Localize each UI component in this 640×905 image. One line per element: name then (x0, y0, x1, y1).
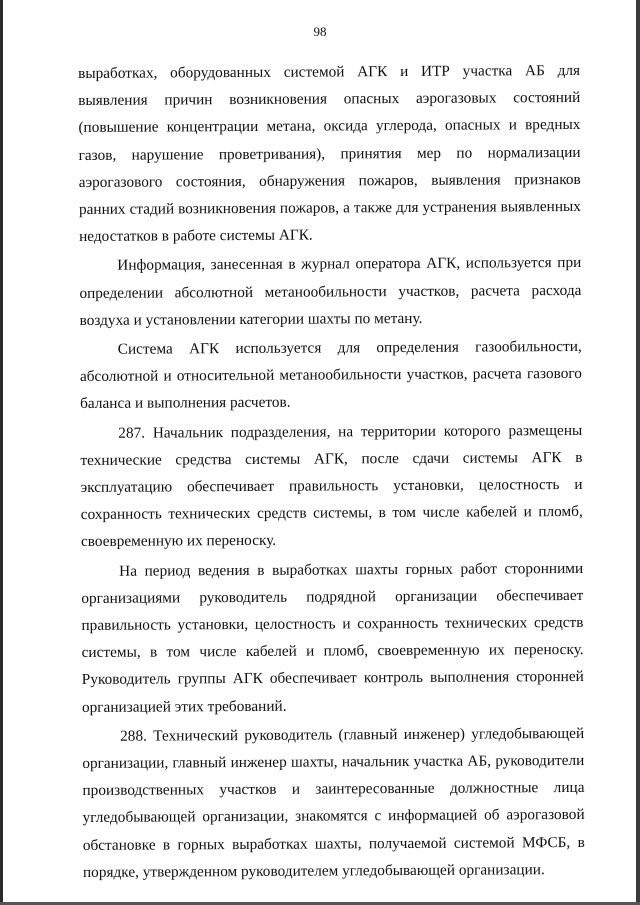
paragraph-agk-usage: Система АГК используется для определения газообильности, абсолютной и относительной метанообильности участков, расчета газового баланса и выполнения расчетов. (79, 337, 582, 413)
page-number: 98 (313, 24, 327, 39)
paragraph-contractors: На период ведения в выработках шахты горных работ сторонними организациями руководитель подрядной организации обеспечивает правильность установки, целостность и сохранность технических средств системы, в том числе кабелей и пломб, своевременную их переноску. Руководитель группы АГК обеспечивает контроль выполнения сторонней организацией этих требований. (81, 559, 584, 716)
scan-edge-right (636, 0, 640, 905)
paragraph-288: 288. Технический руководитель (главный инженер) угледобывающей организации, главный инженер шахты, начальник участка АБ, руководители производственных участков и заинтересованные должностные лица угледобывающей организации, знакомятся с информацией об аэрогазовой обстановке в горных выработках шахты, получаемой системой МФСБ, в порядке, утвержденном руководителем угледобывающей организации. (82, 724, 585, 881)
document-body (78, 57, 585, 886)
paragraph-continuation: выработках, оборудованных системой АГК и ИТР участка АБ для выявления причин возникновения опасных аэрогазовых состояний (повышение концентрации метана, оксида углерода, опасных и вредных газов, нарушение проветривания), принятия мер по нормализации аэрогазового состояния, обнаружения пожаров, выявления признаков ранних стадий возникновения пожаров, а также для устранения выявленных недостатков в работе системы АГК. (78, 61, 581, 246)
paragraph-journal-info: Информация, занесенная в журнал оператора АГК, используется при определении абсолютной метанообильности участков, расчета расхода воздуха и установлении категории шахты по метану. (79, 254, 582, 329)
paragraph-287: 287. Начальник подразделения, на территории которого размещены технические средства системы АГК, после сдачи системы АГК в эксплуатацию обеспечивает правильность установки, целостность и сохранность технических средств системы, в том числе кабелей и пломб, своевременную их переноску. (80, 421, 583, 551)
scan-edge-left (0, 0, 3, 905)
